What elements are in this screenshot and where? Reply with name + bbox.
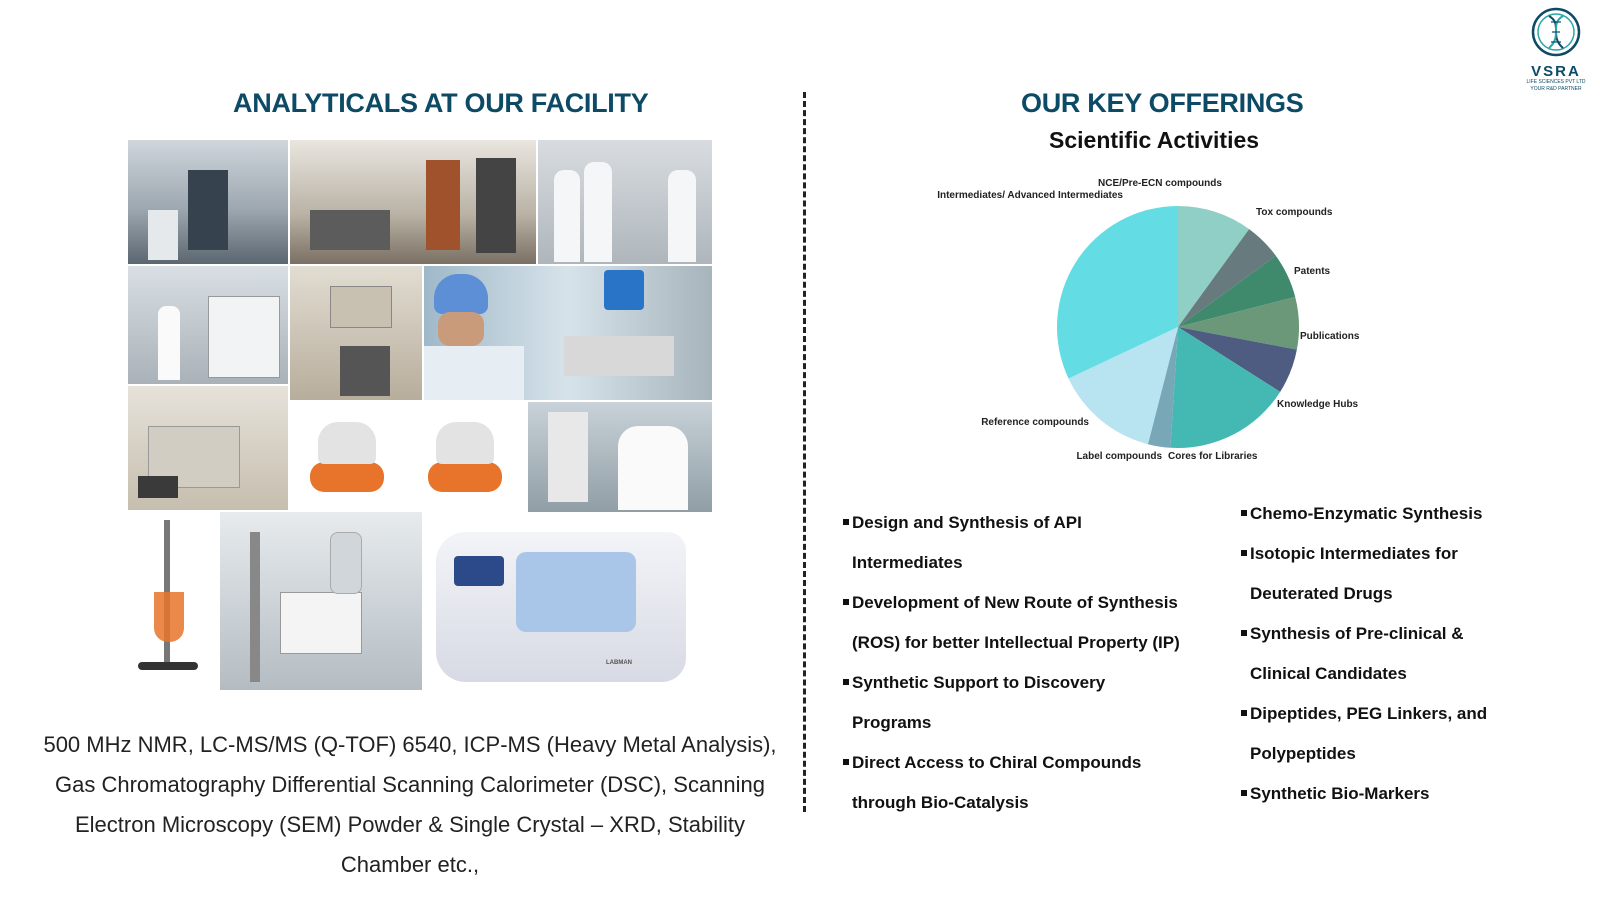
logo-tagline: YOUR R&D PARTNER <box>1530 86 1582 92</box>
pie-label-tox-compounds: Tox compounds <box>1256 207 1333 218</box>
offering-left-item-3: Direct Access to Chiral Compounds <box>843 743 1213 783</box>
rotary-evaporator-photo <box>220 512 422 690</box>
stability-chamber-photo <box>128 386 288 510</box>
lab-room-photo <box>290 140 536 264</box>
offering-left-item-0: Design and Synthesis of API <box>843 503 1213 543</box>
offering-left-item-1: Development of New Route of Synthesis <box>843 583 1213 623</box>
polarimeter-photo <box>426 512 712 690</box>
offering-right-item-3-line-1: Polypeptides <box>1250 744 1356 763</box>
dna-logo-icon <box>1530 6 1582 58</box>
hplc-room-photo <box>290 266 422 400</box>
offering-right-item-4: Synthetic Bio-Markers <box>1241 774 1571 814</box>
lab-reactor-photo <box>128 140 288 264</box>
offering-right-item-1-line-1: Deuterated Drugs <box>1250 584 1393 603</box>
offering-right-item-0: Chemo-Enzymatic Synthesis <box>1241 494 1571 534</box>
offering-left-item-0-line-1: Intermediates <box>852 553 963 572</box>
bullet-square-icon <box>1241 550 1247 556</box>
offering-right-item-3: Dipeptides, PEG Linkers, and <box>1241 694 1571 734</box>
offering-left-item-3-line-1: through Bio-Catalysis <box>852 793 1029 812</box>
offering-right-item-2: Synthesis of Pre-clinical & <box>1241 614 1571 654</box>
offering-right-item-1: Isotopic Intermediates for <box>1241 534 1571 574</box>
bullet-square-icon <box>843 679 849 685</box>
bullet-square-icon <box>1241 630 1247 636</box>
bullet-square-icon <box>1241 710 1247 716</box>
analyticals-title: ANALYTICALS AT OUR FACILITY <box>233 88 649 118</box>
pie-label-cores-for-libraries: Cores for Libraries <box>1168 451 1258 462</box>
logo-wordmark: VSRA <box>1531 63 1581 80</box>
offerings-title: OUR KEY OFFERINGS <box>1021 88 1304 118</box>
pie-label-nce-pre-ecn-compounds: NCE/Pre-ECN compounds <box>1098 178 1222 189</box>
offering-left-item-1-line-1: (ROS) for better Intellectual Property (IP) <box>852 633 1180 652</box>
instrument-room-photo <box>128 266 288 384</box>
bullet-square-icon <box>843 759 849 765</box>
scientists-team-photo <box>538 140 712 264</box>
scientist-working-photo <box>424 266 712 400</box>
bullet-square-icon <box>843 519 849 525</box>
company-logo <box>1515 6 1597 90</box>
pie-label-patents: Patents <box>1294 266 1331 277</box>
analyticals-description: 500 MHz NMR, LC-MS/MS (Q-TOF) 6540, ICP-MS (Heavy Metal Analysis), Gas Chromatography Differential Scanning Calorimeter (DSC), Scanning Electron Microscopy (SEM) Powder & Single Crystal – XRD, Stability Chamber etc., <box>43 732 777 877</box>
offerings-list-left <box>843 503 1213 823</box>
offering-right-item-2-line-1: Clinical Candidates <box>1250 664 1407 683</box>
glass-reactor-photo <box>128 512 216 690</box>
pie-label-publications: Publications <box>1300 331 1360 342</box>
facility-photo-collage <box>128 140 712 710</box>
offerings-list-right <box>1241 494 1571 814</box>
offering-left-item-2-line-1: Programs <box>852 713 932 732</box>
bullet-square-icon <box>1241 790 1247 796</box>
bullet-square-icon <box>1241 510 1247 516</box>
offering-left-item-2: Synthetic Support to Discovery <box>843 663 1213 703</box>
offerings-subtitle: Scientific Activities <box>1049 127 1260 153</box>
logo-subtext: LIFE SCIENCES PVT LTD <box>1526 79 1586 85</box>
column-divider <box>803 92 806 812</box>
bullet-square-icon <box>843 599 849 605</box>
parallel-synthesizer-photo <box>290 402 526 510</box>
instrument-brand-label: LABMAN <box>606 660 632 666</box>
pie-label-intermediates-advanced-intermediates: Intermediates/ Advanced Intermediates <box>937 190 1123 201</box>
pie-label-reference-compounds: Reference compounds <box>981 417 1089 428</box>
scientific-activities-pie-chart <box>920 175 1480 475</box>
microscope-scientist-photo <box>528 402 712 516</box>
pie-label-label-compounds: Label compounds <box>1076 451 1162 462</box>
pie-label-knowledge-hubs: Knowledge Hubs <box>1277 399 1359 410</box>
